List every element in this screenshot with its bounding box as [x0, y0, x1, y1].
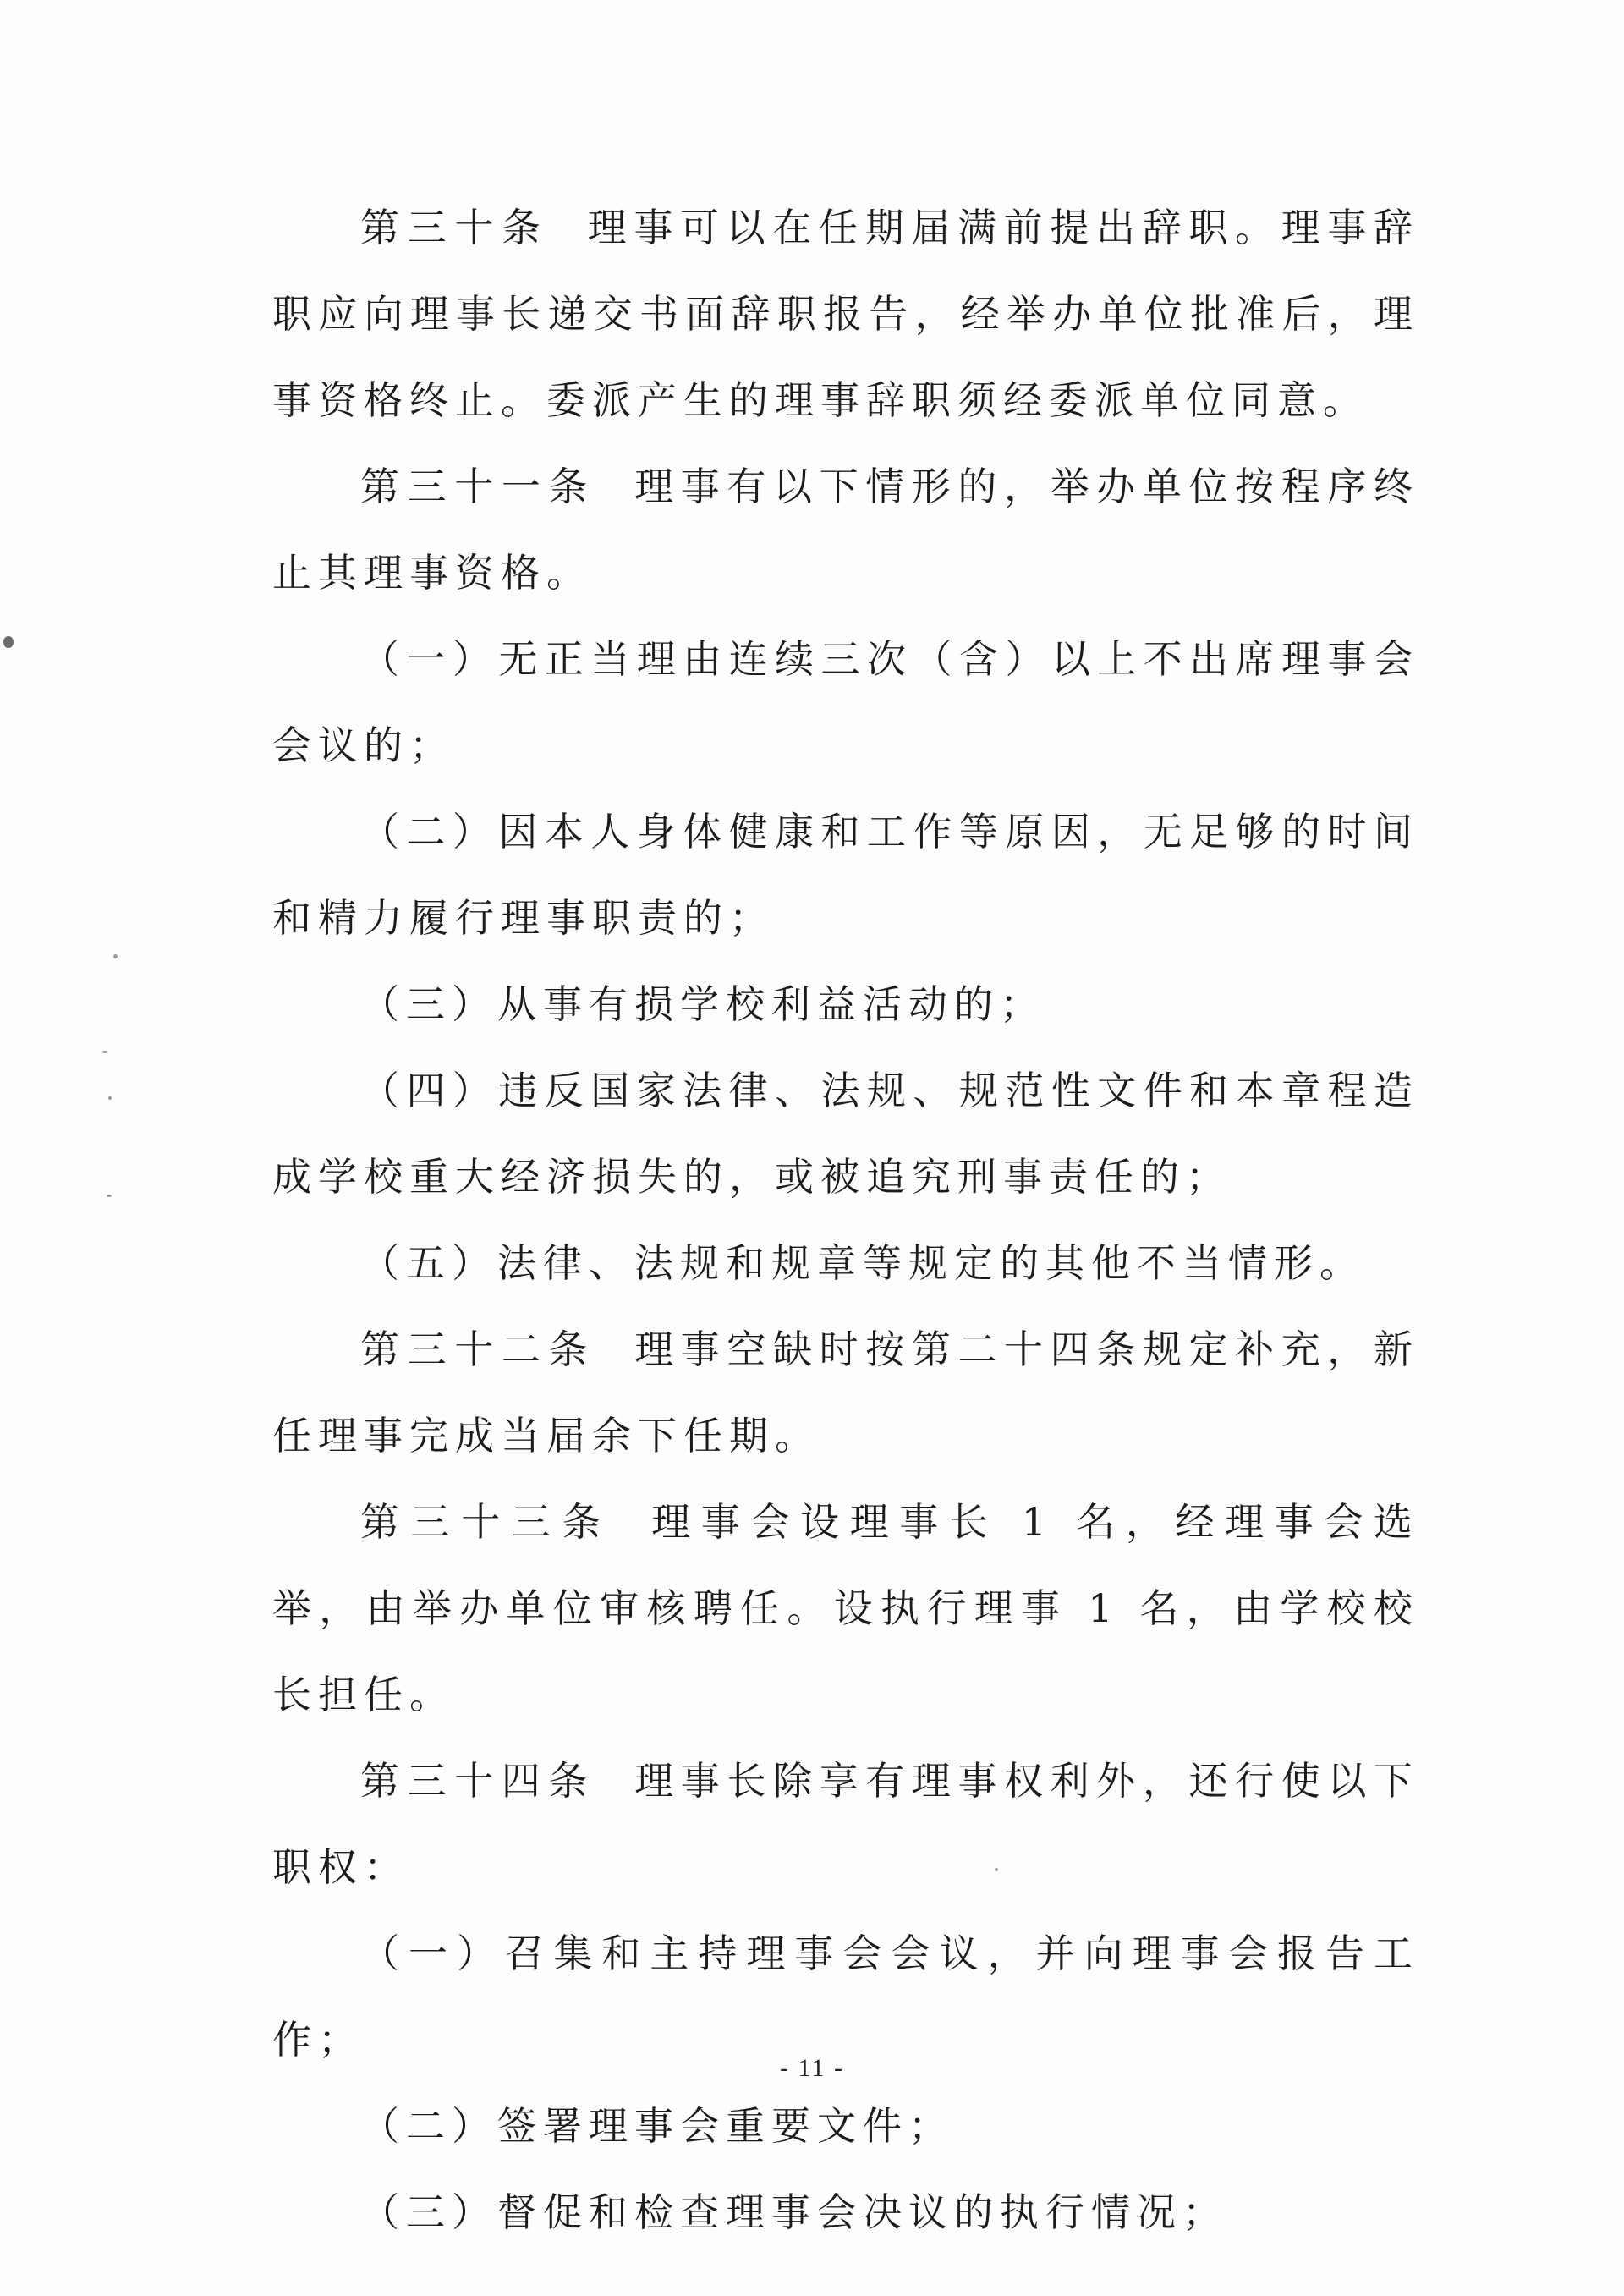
list-item: （二）签署理事会重要文件； — [360, 2103, 954, 2149]
article-32 — [272, 1306, 1419, 1479]
list-item: （一）召集和主持理事会会议，并向理事会报告工作； — [272, 1931, 1419, 2063]
article-label: 第三十条 — [360, 205, 549, 250]
document-body — [272, 184, 1419, 2255]
list-item: （三）督促和检查理事会决议的执行情况； — [360, 2189, 1228, 2235]
article-30 — [272, 184, 1419, 443]
list-item: （二）因本人身体健康和工作等原因，无足够的时间和精力履行理事职责的； — [272, 809, 1419, 941]
scan-speck — [108, 1096, 112, 1100]
article-31 — [272, 443, 1419, 616]
article-text: 理事长除享有理事权利外，还行使以下职权： — [272, 1758, 1420, 1890]
article-33 — [272, 1479, 1419, 1738]
article-label: 第三十四条 — [360, 1758, 596, 1804]
list-item: （三）从事有损学校利益活动的； — [360, 981, 1045, 1027]
article-text: 理事可以在任期届满前提出辞职。理事辞职应向理事长递交书面辞职报告，经举办单位批准后，理事资格终止。委派产生的理事辞职须经委派单位同意。 — [272, 205, 1420, 423]
article-34 — [272, 1738, 1419, 1910]
scan-speck — [107, 1195, 112, 1197]
article-text: 理事会设理事长 1 名，经理事会选举，由举办单位审核聘任。设执行理事 1 名，由学校校长担任。 — [272, 1499, 1419, 1717]
scan-speck — [113, 954, 118, 958]
scan-speck — [3, 636, 14, 648]
list-item: （一）无正当理由连续三次（含）以上不出席理事会会议的； — [272, 636, 1419, 768]
article-label: 第三十二条 — [360, 1327, 596, 1372]
article-text: 理事空缺时按第二十四条规定补充，新任理事完成当届余下任期。 — [272, 1327, 1420, 1458]
scan-speck — [102, 1051, 108, 1053]
page-number: - 11 - — [780, 2054, 844, 2082]
article-label: 第三十一条 — [360, 464, 596, 509]
list-item: （五）法律、法规和规章等规定的其他不当情形。 — [360, 1240, 1365, 1286]
article-text: 理事有以下情形的，举办单位按程序终止其理事资格。 — [272, 464, 1420, 596]
article-label: 第三十三条 — [360, 1499, 613, 1545]
list-item: （四）违反国家法律、法规、规范性文件和本章程造成学校重大经济损失的，或被追究刑事责任的； — [272, 1068, 1419, 1200]
